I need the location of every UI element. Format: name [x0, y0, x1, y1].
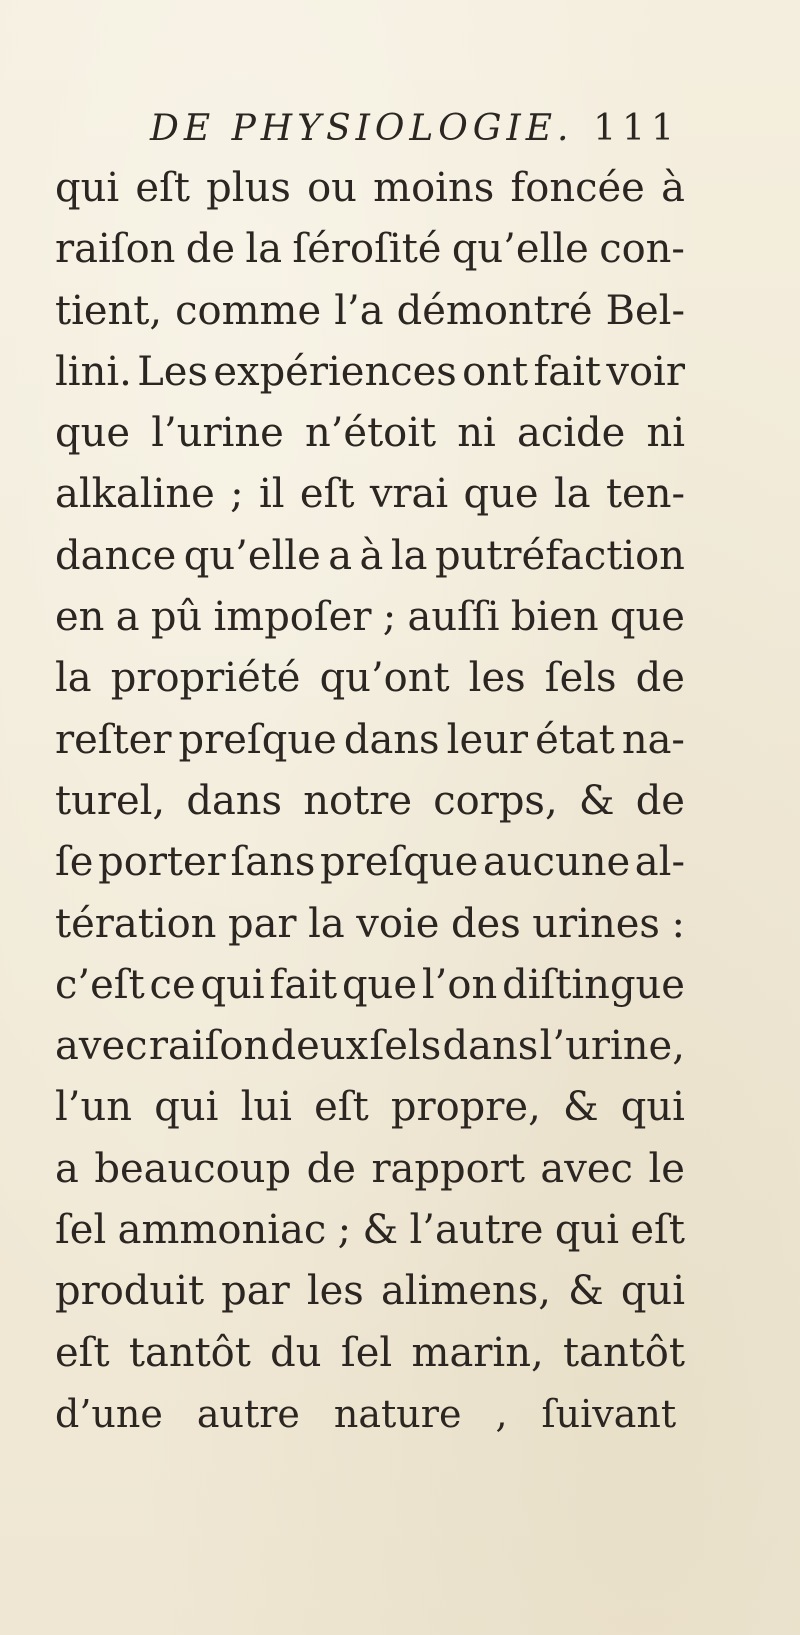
word: qui: [55, 165, 120, 211]
word: tération: [55, 900, 217, 947]
word: ,: [495, 1391, 508, 1436]
word: qui: [620, 1084, 685, 1131]
word: aucune: [482, 839, 631, 886]
word: propre,: [390, 1084, 541, 1131]
word: l’urine,: [539, 1023, 685, 1070]
word: d’une: [55, 1391, 163, 1436]
word: eſt: [630, 1207, 685, 1254]
word: dance: [55, 532, 177, 579]
text-line: [55, 587, 685, 648]
word: il: [258, 471, 285, 518]
word: pû: [150, 594, 203, 641]
word: rapport: [371, 1145, 525, 1192]
word: l’on: [421, 961, 498, 1008]
text-line: [55, 526, 685, 587]
word: avec: [540, 1145, 633, 1192]
word: ten-: [605, 471, 685, 518]
word: lini.: [55, 348, 132, 395]
word: dans: [343, 716, 440, 763]
word: eſt: [299, 471, 355, 518]
word: ſel: [340, 1329, 393, 1376]
word: moins: [373, 165, 495, 211]
word: tantôt: [128, 1329, 251, 1376]
word: &: [562, 1084, 599, 1131]
text-line: [55, 158, 685, 219]
word: ni: [646, 410, 685, 457]
word: con-: [599, 226, 685, 273]
word: par: [221, 1268, 290, 1315]
word: ni: [457, 410, 496, 457]
text-line: [55, 219, 685, 280]
word: l’autre: [409, 1207, 544, 1254]
word: voir: [606, 348, 685, 395]
text-line: [55, 832, 685, 893]
word: nature: [333, 1391, 462, 1436]
text-line: [55, 1077, 685, 1138]
word: leur: [446, 716, 529, 763]
word: ſels: [369, 1023, 442, 1070]
word: preſque: [178, 716, 337, 763]
word: a: [328, 532, 353, 579]
word: autre: [196, 1391, 300, 1436]
word: lui: [240, 1084, 292, 1131]
word: le: [648, 1145, 685, 1192]
word: urines: [532, 900, 660, 947]
word: l’urine: [151, 410, 284, 457]
word: plus: [206, 165, 291, 211]
word: eſt: [55, 1329, 110, 1376]
word: n’étoit: [304, 410, 437, 457]
text-line: [55, 342, 685, 403]
word: eſt: [314, 1084, 369, 1131]
word: tient,: [55, 287, 163, 334]
word: impoſer: [213, 594, 372, 641]
text-line: [55, 894, 685, 955]
word: dans: [442, 1023, 539, 1070]
word: preſque: [320, 839, 479, 886]
word: ſans: [230, 839, 316, 886]
word: ſe: [55, 839, 94, 886]
word: qu’elle: [451, 226, 589, 273]
text-line: [55, 1384, 685, 1445]
word: fait: [269, 961, 338, 1008]
running-head: [150, 108, 680, 158]
word: tantôt: [563, 1329, 685, 1376]
word: marin,: [411, 1329, 544, 1376]
word: raiſon: [148, 1023, 270, 1070]
word: état: [535, 716, 615, 763]
word: comme: [175, 287, 322, 334]
word: ce: [149, 961, 196, 1008]
word: dans: [186, 777, 283, 824]
word: notre: [303, 777, 413, 824]
word: Les: [137, 348, 208, 395]
word: porter: [98, 839, 226, 886]
word: putréfaction: [434, 532, 685, 579]
text-line: [55, 1200, 685, 1261]
word: à: [359, 532, 384, 579]
word: foncée: [510, 165, 645, 211]
word: Bel-: [605, 287, 685, 334]
word: qui: [554, 1207, 619, 1254]
word: à: [661, 165, 685, 211]
word: corps,: [433, 777, 558, 824]
word: que: [609, 594, 685, 641]
word: turel,: [55, 777, 166, 824]
word: acide: [516, 410, 626, 457]
text-line: [55, 281, 685, 342]
word: qui: [620, 1268, 685, 1315]
word: &: [578, 777, 615, 824]
word: ſel: [55, 1207, 107, 1254]
word: des: [450, 900, 521, 947]
word: beaucoup: [94, 1145, 292, 1192]
word: ammoniac: [117, 1207, 327, 1254]
text-line: [55, 1016, 685, 1077]
text-body: [55, 158, 685, 1445]
word: la: [553, 471, 591, 518]
word: ou: [307, 165, 357, 211]
word: ſéroſité: [292, 226, 442, 273]
word: de: [635, 777, 685, 824]
text-line: [55, 1139, 685, 1200]
word: qui: [200, 961, 265, 1008]
word: de: [635, 655, 685, 702]
word: na-: [621, 716, 685, 763]
word: vrai: [369, 471, 449, 518]
word: qui: [154, 1084, 219, 1131]
word: ;: [230, 471, 244, 518]
word: l’a: [334, 287, 384, 334]
page-number: 111: [593, 108, 680, 149]
word: a: [55, 1145, 79, 1192]
word: l’un: [55, 1084, 133, 1131]
word: que: [341, 961, 417, 1008]
word: du: [270, 1329, 322, 1376]
text-line: [55, 464, 685, 525]
word: diſtingue: [502, 961, 685, 1008]
word: de: [306, 1145, 356, 1192]
word: la: [55, 655, 92, 702]
word: ſuivant: [541, 1391, 677, 1436]
text-line: [55, 648, 685, 709]
word: avec: [55, 1023, 148, 1070]
word: les: [468, 655, 526, 702]
word: auſſi: [407, 594, 500, 641]
word: alkaline: [55, 471, 215, 518]
word: ont: [462, 348, 529, 395]
word: voie: [356, 900, 440, 947]
word: qu’ont: [319, 655, 450, 702]
word: :: [671, 900, 685, 947]
word: de: [185, 226, 236, 273]
word: la: [390, 532, 428, 579]
text-line: [55, 1323, 685, 1384]
word: al-: [634, 839, 685, 886]
word: que: [463, 471, 539, 518]
word: &: [362, 1207, 399, 1254]
word: raiſon: [55, 226, 176, 273]
word: alimens,: [380, 1268, 551, 1315]
text-line: [55, 403, 685, 464]
word: ;: [382, 594, 397, 641]
word: produit: [55, 1268, 205, 1315]
word: la: [245, 226, 283, 273]
word: par: [227, 900, 297, 947]
text-line: [55, 710, 685, 771]
word: c’eſt: [55, 961, 145, 1008]
word: eſt: [135, 165, 190, 211]
text-line: [55, 771, 685, 832]
word: bien: [510, 594, 599, 641]
word: ſels: [544, 655, 617, 702]
word: démontré: [396, 287, 593, 334]
word: que: [55, 410, 131, 457]
word: expériences: [213, 348, 457, 395]
running-head-title: DE PHYSIOLOGIE.: [150, 108, 574, 149]
word: les: [306, 1268, 364, 1315]
word: la: [308, 900, 345, 947]
word: propriété: [110, 655, 301, 702]
text-line: [55, 1261, 685, 1322]
word: &: [568, 1268, 604, 1315]
word: deux: [270, 1023, 369, 1070]
word: a: [115, 594, 140, 641]
word: fait: [533, 348, 601, 395]
word: qu’elle: [183, 532, 321, 579]
word: reſter: [55, 716, 172, 763]
text-line: [55, 955, 685, 1016]
word: ;: [337, 1207, 352, 1254]
word: en: [55, 594, 105, 641]
